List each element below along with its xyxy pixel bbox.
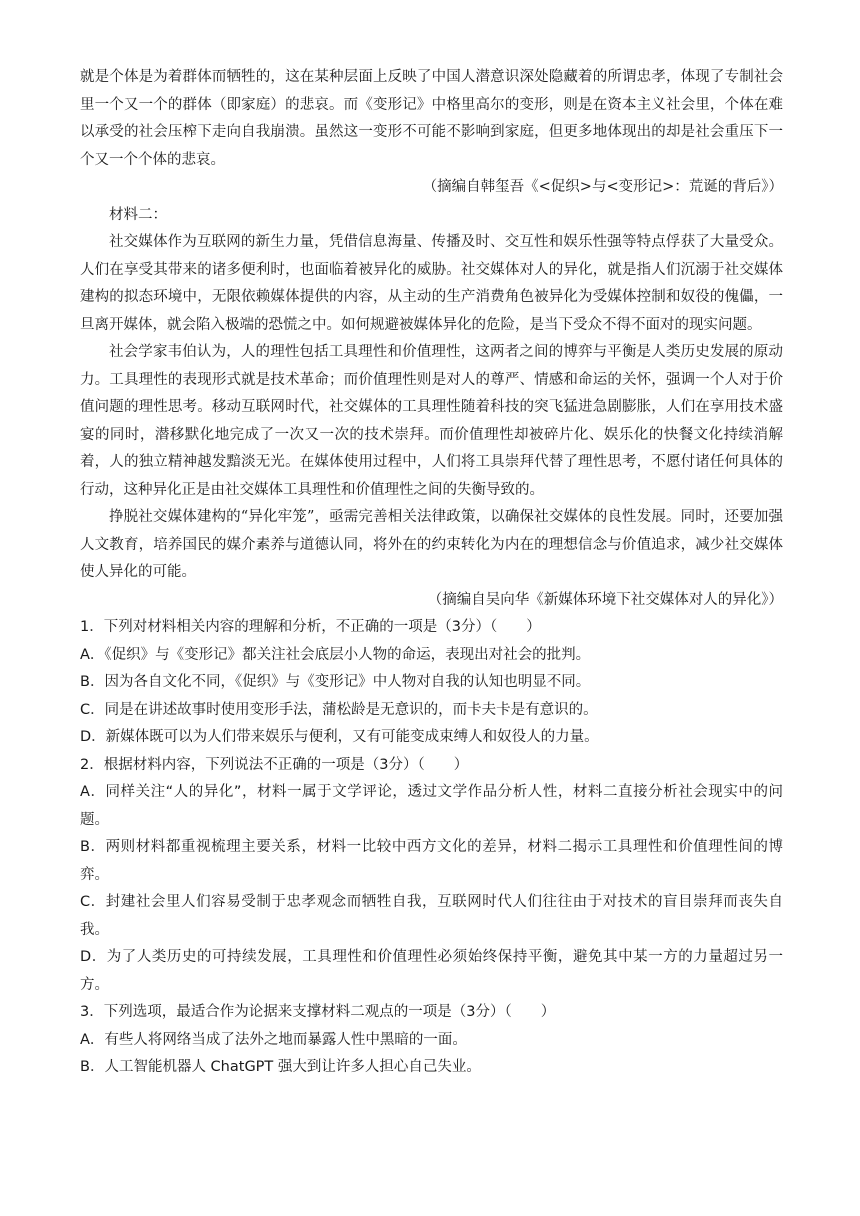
- question-1-option-a: A．《促织》与《变形记》都关注社会底层小人物的命运，表现出对社会的批判。: [80, 646, 591, 663]
- material1-source: （摘编自韩玺吾《<促织>与<变形记>：荒诞的背后》）: [422, 179, 783, 195]
- question-1-option-c: C．同是在讲述故事时使用变形手法，蒲松龄是无意识的，而卡夫卡是有意识的。: [80, 701, 598, 718]
- question-3-stem: 3．下列选项，最适合作为论据来支撑材料二观点的一项是（3分）（ ）: [80, 1004, 556, 1020]
- question-2-option-d: D．为了人类历史的可持续发展，工具理性和价值理性必须始终保持平衡，避免其中某一方的力量超过另一方。: [80, 949, 783, 993]
- question-3-option-b: B．人工智能机器人 ChatGPT 强大到让许多人担心自己失业。: [80, 1059, 481, 1075]
- question-2-stem: 2．根据材料内容，下列说法不正确的一项是（3分）（ ）: [80, 756, 469, 773]
- question-3-option-a: A．有些人将网络当成了法外之地而暴露人性中黑暗的一面。: [80, 1031, 467, 1048]
- question-1-option-d: D．新媒体既可以为人们带来娱乐与便利，又有可能变成束缚人和奴役人的力量。: [80, 729, 599, 745]
- page-content: [80, 64, 783, 1082]
- material2-heading: 材料二：: [109, 206, 167, 223]
- material2-paragraph-1: 社交媒体作为互联网的新生力量，凭借信息海量、传播及时、交互性和娱乐性强等特点俘获了大量受众。人们在享受其带来的诸多便利时，也面临着被异化的威胁。社交媒体对人的异化，就是指人们沉溺于社交媒体建构的拟态环境中，无限依赖媒体提供的内容，从主动的生产消费角色被异化为受媒体控制和奴役的傀儡，一旦离开媒体，就会陷入极端的恐慌之中。如何规避被媒体异化的危险，是当下受众不得不面对的现实问题。: [80, 234, 783, 333]
- question-1-option-b: B．因为各自文化不同，《促织》与《变形记》中人物对自我的认知也明显不同。: [80, 674, 591, 690]
- question-2-option-b: B．两则材料都重视梳理主要关系，材料一比较中西方文化的差异，材料二揭示工具理性和价值理性间的博弈。: [80, 839, 783, 883]
- material2-paragraph-3: 挣脱社交媒体建构的“异化牢笼”，亟需完善相关法律政策，以确保社交媒体的良性发展。同时，还要加强人文教育，培养国民的媒介素养与道德认同，将外在的约束转化为内在的理想信念与价值追求，减少社交媒体使人异化的可能。: [80, 509, 783, 580]
- question-1-stem: 1．下列对材料相关内容的理解和分析，不正确的一项是（3分）（ ）: [80, 619, 541, 635]
- question-2-option-c: C．封建社会里人们容易受制于忠孝观念而牺牲自我，互联网时代人们往往由于对技术的盲目崇拜而丧失自我。: [80, 894, 783, 938]
- material2-source: （摘编自吴向华《新媒体环境下社交媒体对人的异化》）: [427, 591, 783, 608]
- material2-paragraph-2: 社会学家韦伯认为，人的理性包括工具理性和价值理性，这两者之间的博弈与平衡是人类历史发展的原动力。工具理性的表现形式就是技术革命；而价值理性则是对人的尊严、情感和命运的关怀，强调一个人对于价值问题的理性思考。移动互联网时代，社交媒体的工具理性随着科技的突飞猛进急剧膨胀，人们在享用技术盛宴的同时，潜移默化地完成了一次又一次的技术崇拜。而价值理性却被碎片化、娱乐化的快餐文化持续消解着，人的独立精神越发黯淡无光。在媒体使用过程中，人们将工具崇拜代替了理性思考，不愿付诸任何具体的行动，这种异化正是由社交媒体工具理性和价值理性之间的失衡导致的。: [80, 344, 783, 498]
- question-list: [80, 614, 783, 1082]
- material1-tail-paragraph: 就是个体是为着群体而牺牲的，这在某种层面上反映了中国人潜意识深处隐藏着的所谓忠孝，体现了专制社会里一个又一个的群体（即家庭）的悲哀。而《变形记》中格里高尔的变形，则是在资本主义社会里，个体在难以承受的社会压榨下走向自我崩溃。虽然这一变形不可能不影响到家庭，但更多地体现出的却是社会重压下一个又一个个体的悲哀。: [80, 69, 783, 168]
- question-2-option-a: A．同样关注“人的异化”，材料一属于文学评论，透过文学作品分析人性，材料二直接分析社会现实中的问题。: [80, 784, 783, 828]
